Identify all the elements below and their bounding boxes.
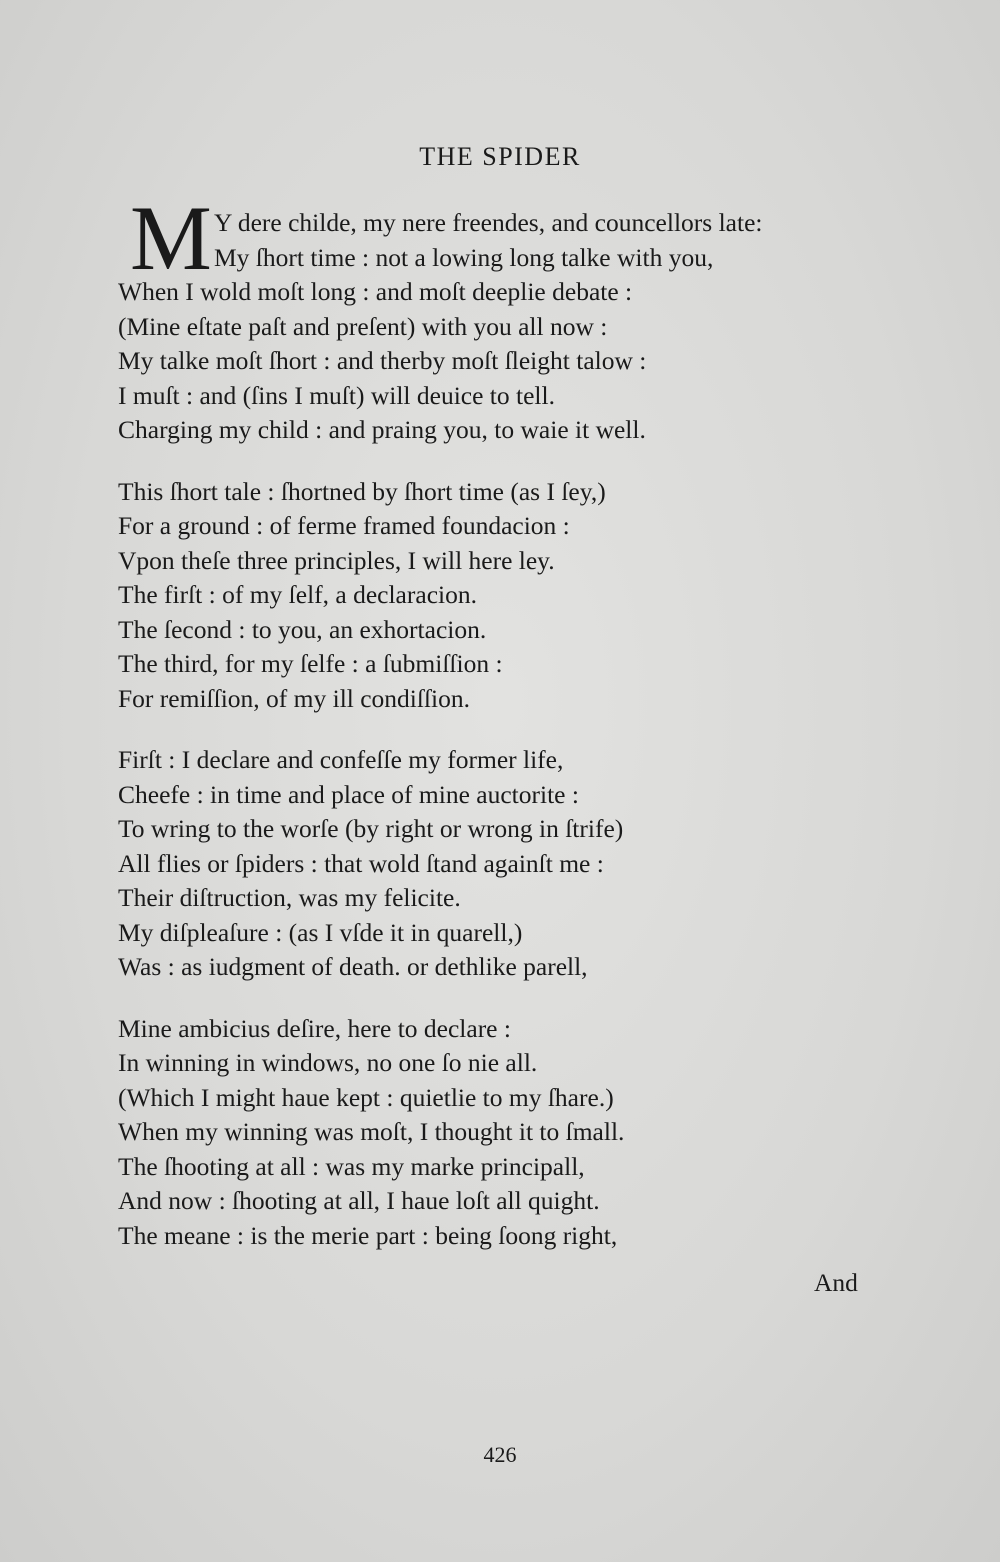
stanza-3 — [118, 743, 898, 985]
poem-line: My ſhort time : not a lowing long talke with you, — [214, 242, 714, 272]
stanza-1 — [118, 187, 898, 448]
poem-line: My diſpleaſure : (as I vſde it in quarell,) — [118, 917, 523, 947]
poem-line: I muſt : and (ſins I muſt) will deuice to tell. — [118, 380, 555, 410]
poem-line: For a ground : of ferme framed foundacion : — [118, 511, 570, 540]
poem-line: The third, for my ſelfe : a ſubmiſſion : — [118, 649, 503, 678]
poem-line: When I wold moſt long : and moſt deeplie debate : — [118, 277, 633, 306]
page-number: 426 — [483, 1442, 517, 1467]
poem-line: And now : ſhooting at all, I haue loſt all quight. — [118, 1186, 600, 1215]
poem-line: The meane : is the merie part : being ſoong right, — [118, 1220, 618, 1250]
poem-line: Was : as iudgment of death. or dethlike parell, — [118, 952, 588, 981]
poem-body — [118, 187, 898, 1280]
poem-line: This ſhort tale : ſhortned by ſhort time (as I ſey,) — [118, 476, 606, 506]
drop-cap-initial: M — [130, 187, 212, 289]
poem-line: Charging my child : and praing you, to waie it well. — [118, 415, 646, 444]
poem-line: Their diſtruction, was my felicite. — [118, 883, 461, 912]
poem-line: (Mine eſtate paſt and preſent) with you all now : — [118, 311, 608, 341]
poem-line: To wring to the worſe (by right or wrong in ſtrife) — [118, 814, 624, 843]
poem-line: My talke moſt ſhort : and therby moſt ſleight talow : — [118, 346, 647, 375]
poem-line: (Which I might haue kept : quietlie to my ſhare.) — [118, 1082, 614, 1112]
poem-line: In winning in windows, no one ſo nie all. — [118, 1048, 538, 1077]
poem-line: For remiſſion, of my ill condiſſion. — [118, 683, 471, 713]
poem-line: When my winning was moſt, I thought it to ſmall. — [118, 1117, 625, 1146]
stanza-2 — [118, 475, 898, 717]
poem-line: The ſecond : to you, an exhortacion. — [118, 614, 487, 644]
poem-line: Mine ambicius deſire, here to declare : — [118, 1013, 511, 1043]
poem-line: Cheefe : in time and place of mine auctorite : — [118, 779, 579, 809]
catchword: And — [814, 1268, 858, 1297]
poem-line: Firſt : I declare and confeſſe my former life, — [118, 745, 564, 774]
page-title: THE SPIDER — [419, 142, 581, 171]
poem-line: Y dere childe, my nere freendes, and councellors late: — [214, 208, 763, 237]
poem-line: Vpon theſe three principles, I will here ley. — [118, 545, 555, 575]
poem-line: The firſt : of my ſelf, a declaracion. — [118, 580, 477, 609]
poem-line: The ſhooting at all : was my marke principall, — [118, 1151, 585, 1181]
poem-line: All flies or ſpiders : that wold ſtand againſt me : — [118, 848, 604, 878]
stanza-4 — [118, 1012, 898, 1254]
